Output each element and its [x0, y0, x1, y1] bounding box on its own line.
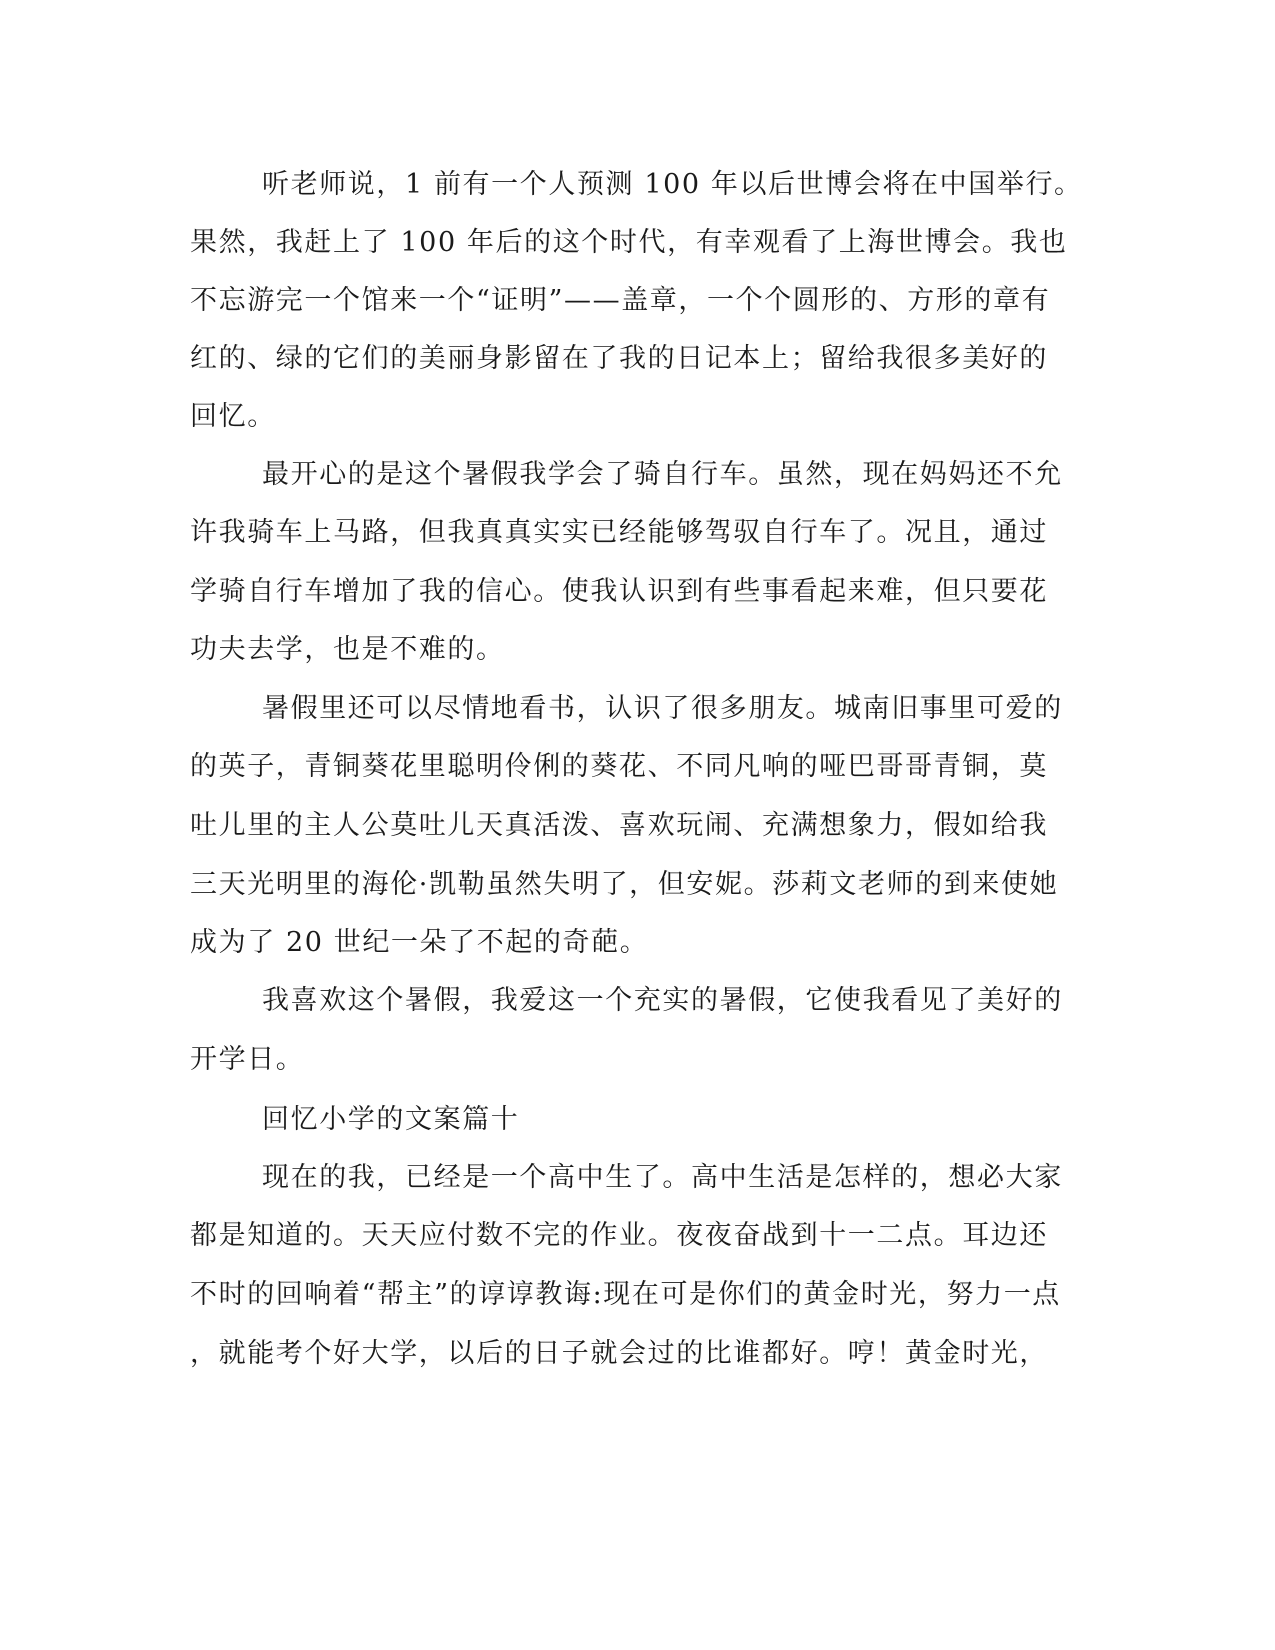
- text-line: 成为了 20 世纪一朵了不起的奇葩。: [190, 927, 649, 958]
- text-line: 回忆。: [190, 401, 276, 432]
- text-line: 不时的回响着“帮主”的谆谆教诲:现在可是你们的黄金时光，努力一点: [190, 1279, 1061, 1310]
- text-line: 暑假里还可以尽情地看书，认识了很多朋友。城南旧事里可爱的: [262, 693, 1063, 724]
- text-line: 果然，我赶上了 100 年后的这个时代，有幸观看了上海世博会。我也: [190, 227, 1068, 258]
- text-line: 的英子，青铜葵花里聪明伶俐的葵花、不同凡响的哑巴哥哥青铜，莫: [190, 751, 1048, 782]
- text-line: 最开心的是这个暑假我学会了骑自行车。虽然，现在妈妈还不允: [262, 459, 1063, 490]
- text-line: 开学日。: [190, 1044, 305, 1075]
- text-line: 学骑自行车增加了我的信心。使我认识到有些事看起来难，但只要花: [190, 576, 1048, 607]
- text-line: 许我骑车上马路，但我真真实实已经能够驾驭自行车了。况且，通过: [190, 517, 1048, 548]
- text-line: 听老师说，1 前有一个人预测 100 年以后世博会将在中国举行。: [262, 169, 1083, 200]
- text-line: 红的、绿的它们的美丽身影留在了我的日记本上；留给我很多美好的: [190, 343, 1048, 374]
- text-line: 吐儿里的主人公莫吐儿天真活泼、喜欢玩闹、充满想象力，假如给我: [190, 810, 1048, 841]
- text-line: ，就能考个好大学，以后的日子就会过的比谁都好。哼！黄金时光，: [190, 1338, 1048, 1369]
- text-line: 都是知道的。天天应付数不完的作业。夜夜奋战到十一二点。耳边还: [190, 1220, 1048, 1251]
- section-heading: 回忆小学的文案篇十: [262, 1104, 520, 1135]
- text-line: 三天光明里的海伦·凯勒虽然失明了，但安妮。莎莉文老师的到来使她: [190, 869, 1059, 900]
- text-line: 不忘游完一个馆来一个“证明”——盖章，一个个圆形的、方形的章有: [190, 285, 1051, 316]
- text-line: 功夫去学，也是不难的。: [190, 634, 505, 665]
- text-line: 现在的我，已经是一个高中生了。高中生活是怎样的，想必大家: [262, 1162, 1063, 1193]
- text-line: 我喜欢这个暑假，我爱这一个充实的暑假，它使我看见了美好的: [262, 985, 1063, 1016]
